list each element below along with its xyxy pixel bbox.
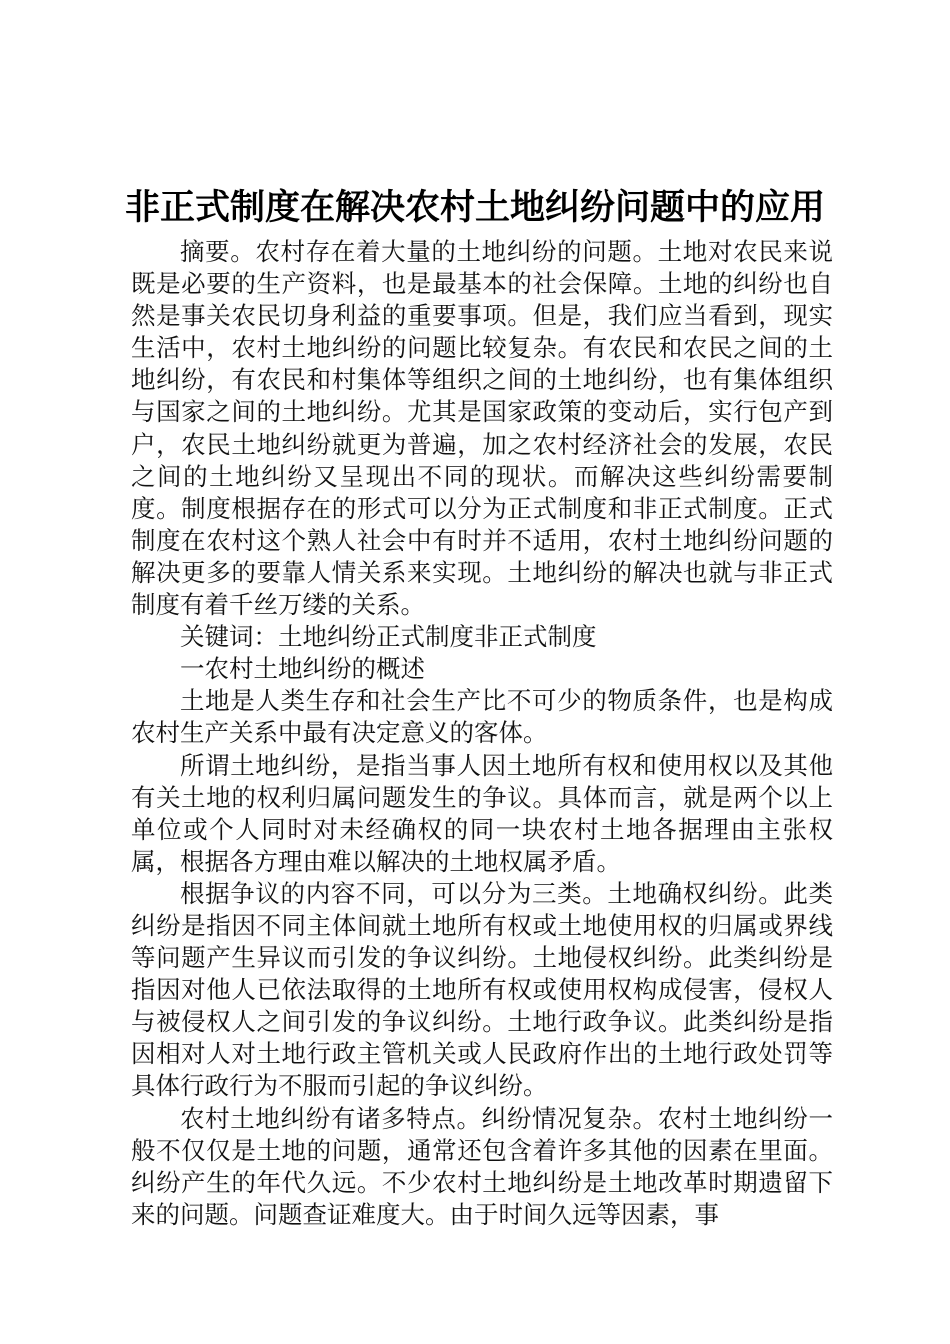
document-body xyxy=(131,236,833,1231)
document-title: 非正式制度在解决农村土地纠纷问题中的应用 xyxy=(124,188,825,228)
body-paragraph: 所谓土地纠纷，是指当事人因土地所有权和使用权以及其他有关土地的权利归属问题发生的争议。具体而言，就是两个以上单位或个人同时对未经确权的同一块农村土地各据理由主张权属，根据各方理由难以解决的土地权属矛盾。 xyxy=(131,750,833,876)
section-heading: 一农村土地纠纷的概述 xyxy=(180,654,425,684)
abstract-paragraph: 摘要。农村存在着大量的土地纠纷的问题。土地对农民来说既是必要的生产资料，也是最基本的社会保障。土地的纠纷也自然是事关农民切身利益的重要事项。但是，我们应当看到，现实生活中，农村土地纠纷的问题比较复杂。有农民和农民之间的土地纠纷，有农民和村集体等组织之间的土地纠纷，也有集体组织与国家之间的土地纠纷。尤其是国家政策的变动后，实行包产到户，农民土地纠纷就更为普遍，加之农村经济社会的发展，农民之间的土地纠纷又呈现出不同的现状。而解决这些纠纷需要制度。制度根据存在的形式可以分为正式制度和非正式制度。正式制度在农村这个熟人社会中有时并不适用，农村土地纠纷问题的解决更多的要靠人情关系来实现。土地纠纷的解决也就与非正式制度有着千丝万缕的关系。 xyxy=(131,237,833,620)
body-paragraph: 土地是人类生存和社会生产比不可少的物质条件，也是构成农村生产关系中最有决定意义的客体。 xyxy=(131,686,833,748)
keywords-paragraph: 关键词：土地纠纷正式制度非正式制度 xyxy=(180,622,597,652)
body-paragraph: 根据争议的内容不同，可以分为三类。土地确权纠纷。此类纠纷是指因不同主体间就土地所有权或土地使用权的归属或界线等问题产生异议而引发的争议纠纷。土地侵权纠纷。此类纠纷是指因对他人已依法取得的土地所有权或使用权构成侵害，侵权人与被侵权人之间引发的争议纠纷。土地行政争议。此类纠纷是指因相对人对土地行政主管机关或人民政府作出的土地行政处罚等具体行政行为不服而引起的争议纠纷。 xyxy=(131,878,833,1101)
body-paragraph: 农村土地纠纷有诸多特点。纠纷情况复杂。农村土地纠纷一般不仅仅是土地的问题，通常还包含着许多其他的因素在里面。纠纷产生的年代久远。不少农村土地纠纷是土地改革时期遗留下来的问题。问题查证难度大。由于时间久远等因素，事 xyxy=(131,1103,833,1229)
